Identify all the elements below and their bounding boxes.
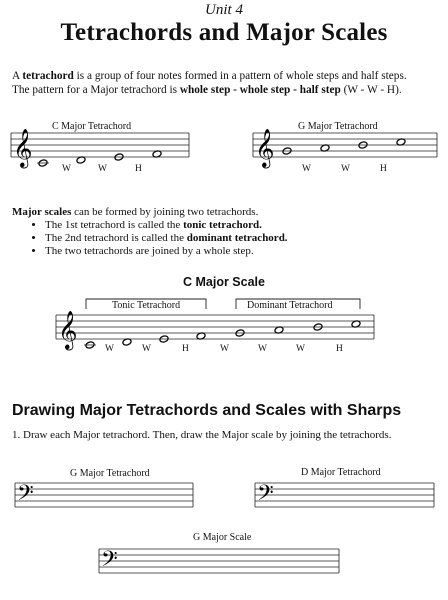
term-major-scales: Major scales (12, 206, 72, 218)
joining-intro (12, 206, 442, 219)
staff-label-g-scale: G Major Scale (193, 532, 252, 543)
c-scale-title: C Major Scale (183, 275, 265, 289)
tonic-tetrachord-label: Tonic Tetrachord (112, 300, 181, 311)
bullet-text: The 1st tetrachord is called the (45, 219, 184, 231)
staff-label-g-tetrachord: G Major Tetrachord (70, 468, 150, 479)
intro-text: The pattern for a Major tetrachord is (12, 83, 180, 96)
step-label: W (302, 164, 311, 174)
step-label: H (380, 164, 387, 174)
bass-clef-icon: 𝄢 (17, 481, 34, 510)
staff-lines (255, 483, 434, 507)
step-label: W (62, 164, 71, 174)
dominant-tetrachord-label: Dominant Tetrachord (247, 300, 333, 311)
step-label: W (341, 164, 350, 174)
bullet-term: dominant tetrachord. (186, 232, 288, 244)
exercise-heading: Drawing Major Tetrachords and Scales with Sharps (12, 402, 402, 419)
staff-lines (15, 483, 193, 507)
bullet-term: tonic tetrachord. (183, 219, 262, 231)
term-pattern: whole step - whole step - half step (179, 83, 341, 96)
bass-clef-icon: 𝄢 (257, 481, 274, 510)
joining-list (12, 219, 442, 258)
step-label: W (220, 344, 229, 354)
treble-clef-icon: 𝄞 (58, 313, 78, 349)
bass-clef-icon: 𝄢 (101, 547, 118, 576)
joining-section (12, 206, 442, 258)
step-label: W (142, 344, 151, 354)
list-item (45, 232, 442, 245)
step-label: W (98, 164, 107, 174)
list-item (45, 245, 442, 258)
joining-text: can be formed by joining two tetrachords. (71, 206, 259, 218)
exercise-instruction: 1. Draw each Major tetrachord. Then, draw the Major scale by joining the tetrachords. (12, 429, 392, 441)
treble-clef-icon: 𝄞 (255, 131, 275, 167)
step-label: H (182, 344, 189, 354)
intro-text: (W - W - H). (340, 83, 402, 96)
notes (282, 138, 406, 155)
step-label: W (296, 344, 305, 354)
list-item (45, 219, 442, 232)
step-label: H (336, 344, 343, 354)
page-title: Tetrachords and Major Scales (60, 19, 388, 46)
staff-lines (11, 133, 189, 157)
treble-clef-icon: 𝄞 (13, 131, 33, 167)
step-label: W (258, 344, 267, 354)
staff-lines (56, 315, 374, 339)
staff-lines (253, 133, 437, 157)
step-label: H (135, 164, 142, 174)
bullet-text: The 2nd tetrachord is called the (45, 232, 187, 244)
g-tetrachord-label: G Major Tetrachord (298, 121, 378, 132)
unit-label: Unit 4 (205, 2, 243, 18)
intro-text: A (12, 70, 23, 82)
term-tetrachord: tetrachord (22, 70, 74, 82)
bullet-text: The two tetrachords are joined by a whole step. (45, 245, 254, 257)
staff-label-d-tetrachord: D Major Tetrachord (301, 467, 381, 478)
staff-lines (99, 549, 339, 573)
intro-text: is a group of four notes formed in a pattern of whole steps and half steps. (73, 70, 407, 82)
c-tetrachord-label: C Major Tetrachord (52, 121, 132, 132)
step-label: W (105, 344, 114, 354)
